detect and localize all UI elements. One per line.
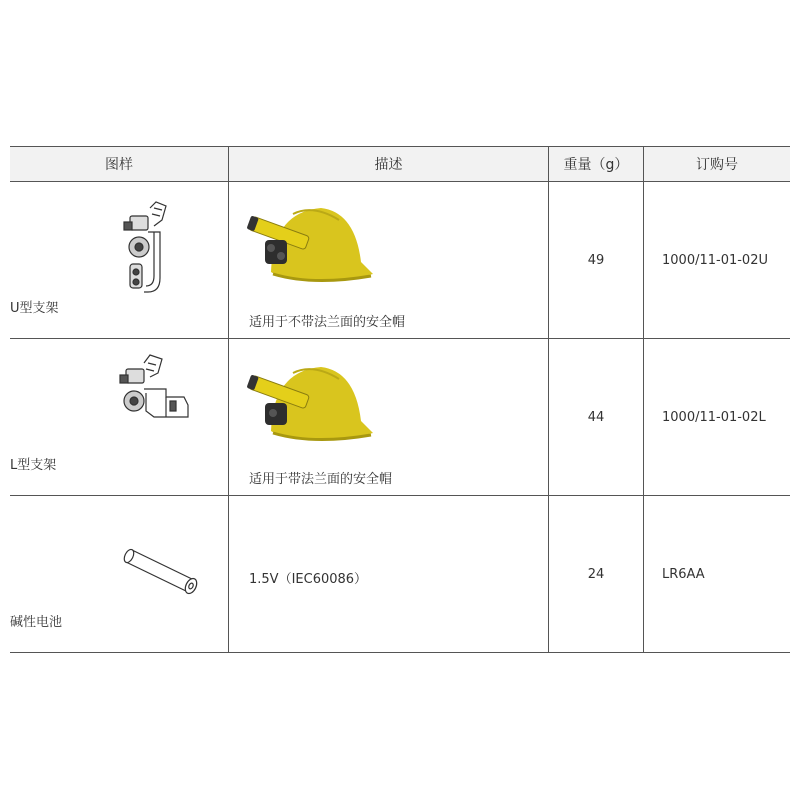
description-text: 适用于不带法兰面的安全帽 — [249, 315, 406, 330]
pattern-cell — [10, 496, 228, 652]
row-label: L型支架 — [10, 458, 57, 473]
order-number-cell — [643, 339, 790, 495]
header-weight: 重量（g） — [548, 147, 643, 181]
pattern-cell — [10, 182, 228, 338]
order-number-value: LR6AA — [662, 566, 705, 582]
table-header-row — [10, 146, 790, 182]
table-row — [10, 182, 790, 339]
weight-cell — [548, 182, 643, 338]
description-cell — [228, 182, 548, 338]
helmet-lamp-image — [243, 190, 373, 294]
header-order-number: 订购号 — [643, 147, 790, 181]
order-number-cell — [643, 496, 790, 652]
pattern-cell — [10, 339, 228, 495]
weight-value: 24 — [587, 566, 605, 582]
weight-value: 49 — [587, 252, 605, 268]
order-number-cell — [643, 182, 790, 338]
table-row — [10, 496, 790, 653]
u-bracket-image — [110, 200, 190, 310]
l-bracket-image — [110, 353, 190, 433]
description-text: 1.5V（IEC60086） — [249, 572, 368, 587]
order-number-value: 1000/11-01-02U — [662, 252, 768, 268]
order-number-value: 1000/11-01-02L — [662, 409, 766, 425]
weight-cell — [548, 496, 643, 652]
table-row — [10, 339, 790, 496]
weight-value: 44 — [587, 409, 605, 425]
helmet-lamp-image — [243, 349, 373, 453]
aa-battery-image — [122, 540, 210, 600]
product-table — [10, 146, 790, 653]
description-cell — [228, 496, 548, 652]
description-text: 适用于带法兰面的安全帽 — [249, 472, 393, 487]
row-label: U型支架 — [10, 301, 59, 316]
row-label: 碱性电池 — [10, 615, 63, 630]
description-cell — [228, 339, 548, 495]
header-description: 描述 — [228, 147, 548, 181]
header-pattern: 图样 — [105, 157, 133, 173]
weight-cell — [548, 339, 643, 495]
